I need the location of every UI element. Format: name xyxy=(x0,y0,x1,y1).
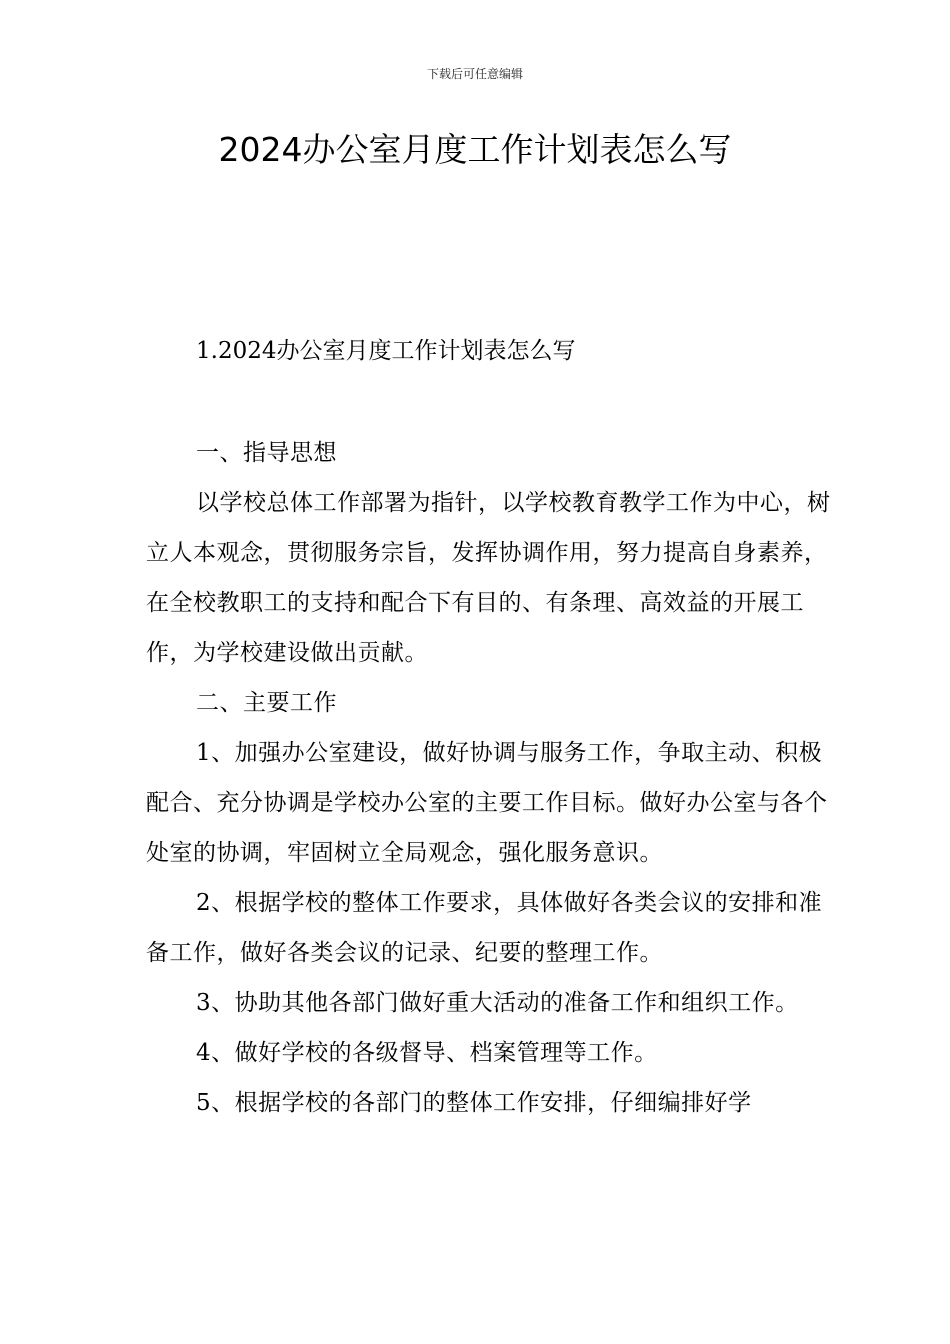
document-body xyxy=(146,428,832,1128)
paragraph-item-5: 5、根据学校的各部门的整体工作安排，仔细编排好学 xyxy=(196,1090,752,1116)
paragraph-item-4: 4、做好学校的各级督导、档案管理等工作。 xyxy=(196,1040,658,1066)
document-title: 2024办公室月度工作计划表怎么写 xyxy=(218,130,732,169)
paragraph-item-1: 1、加强办公室建设，做好协调与服务工作，争取主动、积极配合、充分协调是学校办公室的主要工作目标。做好办公室与各个处室的协调，牢固树立全局观念，强化服务意识。 xyxy=(146,740,828,866)
paragraph-guiding-thought: 以学校总体工作部署为指针，以学校教育教学工作为中心，树立人本观念，贯彻服务宗旨，发挥协调作用，努力提高自身素养，在全校教职工的支持和配合下有目的、有条理、高效益的开展工作，为学校建设做出贡献。 xyxy=(146,490,831,666)
section-heading: 1.2024办公室月度工作计划表怎么写 xyxy=(196,338,576,364)
heading-guiding-thought: 一、指导思想 xyxy=(196,440,337,466)
header-note: 下载后可任意编辑 xyxy=(426,67,523,81)
heading-main-work: 二、主要工作 xyxy=(196,690,337,716)
paragraph-item-2: 2、根据学校的整体工作要求，具体做好各类会议的安排和准备工作，做好各类会议的记录、纪要的整理工作。 xyxy=(146,890,823,966)
paragraph-item-3: 3、协助其他各部门做好重大活动的准备工作和组织工作。 xyxy=(196,990,799,1016)
